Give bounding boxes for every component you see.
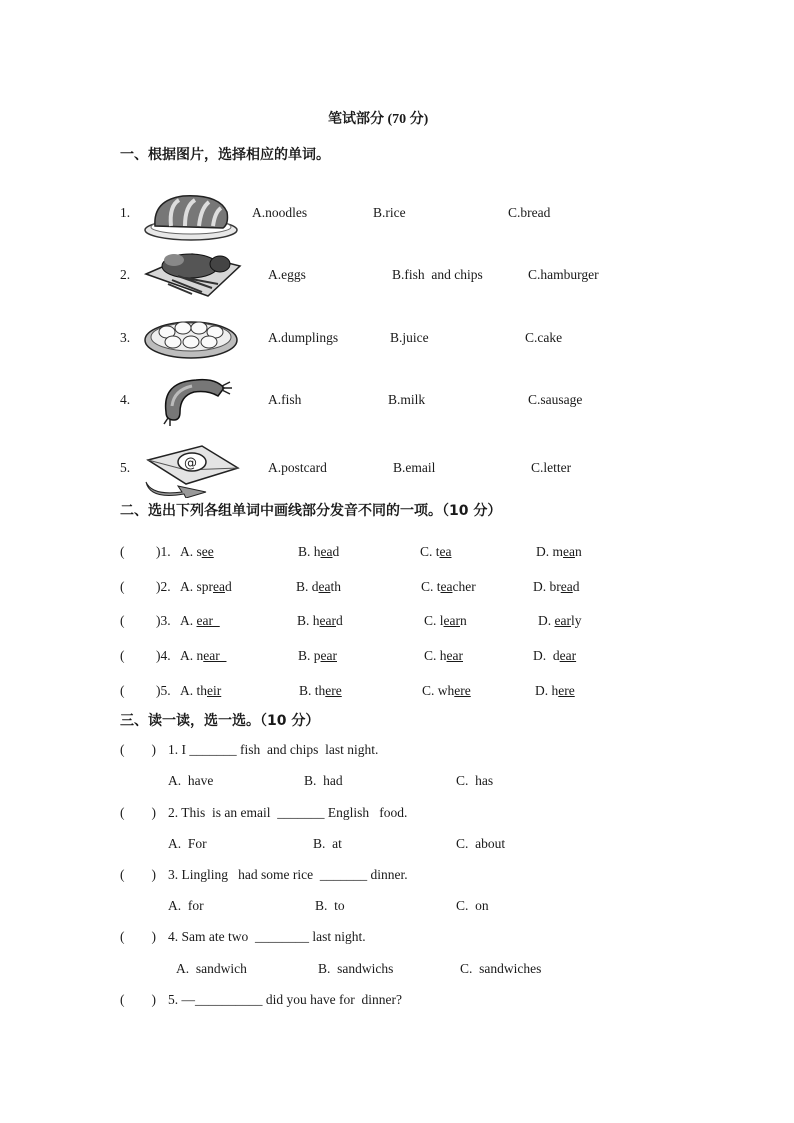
q5-option-c: C.letter <box>531 460 572 475</box>
s3-q2-option-b: B. at <box>313 836 342 851</box>
s3-q2-option-c: C. about <box>456 836 506 851</box>
s3-q1-option-c: C. has <box>456 773 494 788</box>
s3-q1-option-b: B. had <box>304 773 343 788</box>
s3-q3-paren: ( ) <box>120 867 156 882</box>
s3-q1-stem: 1. I _______ fish and chips last night. <box>168 742 379 757</box>
s2-row1-option-a: A. see <box>180 544 214 559</box>
q1-option-b: B.rice <box>373 205 406 220</box>
s2-row1-number: )1. <box>156 544 171 559</box>
q3-option-c: C.cake <box>525 330 563 345</box>
s2-row1-paren: ( <box>120 544 125 559</box>
s2-row1-option-d: D. mean <box>536 544 582 559</box>
q1-option-c: C.bread <box>508 205 551 220</box>
s2-row2-option-c: C. teacher <box>421 579 476 594</box>
s2-row4-number: )4. <box>156 648 171 663</box>
s3-q1-paren: ( ) <box>120 742 156 757</box>
fish-and-chips-icon <box>142 244 242 300</box>
q1-number: 1. <box>120 205 131 220</box>
section3-heading: 三、读一读，选一选。（10 分） <box>120 713 320 729</box>
s3-q4-option-b: B. sandwichs <box>318 961 394 976</box>
s2-row5-number: )5. <box>156 683 171 698</box>
s2-row1-option-c: C. tea <box>420 544 452 559</box>
q2-number: 2. <box>120 267 131 282</box>
s2-row1-option-b: B. head <box>298 544 340 559</box>
s2-row2-number: )2. <box>156 579 171 594</box>
s3-q5-paren: ( ) <box>120 992 156 1007</box>
q2-option-b: B.fish and chips <box>392 267 483 282</box>
s2-row5-option-c: C. where <box>422 683 471 698</box>
section1-heading: 一、根据图片，选择相应的单词。 <box>120 147 330 163</box>
s2-row3-option-a: A. ear <box>180 613 220 628</box>
s3-q4-option-c: C. sandwiches <box>460 961 542 976</box>
s3-q3-option-a: A. for <box>168 898 204 913</box>
q4-option-c: C.sausage <box>528 392 583 407</box>
s3-q1-option-a: A. have <box>168 773 214 788</box>
s3-q4-option-a: A. sandwich <box>176 961 247 976</box>
q3-option-a: A.dumplings <box>268 330 339 345</box>
q4-option-b: B.milk <box>388 392 426 407</box>
s3-q2-option-a: A. For <box>168 836 207 851</box>
q1-option-a: A.noodles <box>252 205 308 220</box>
svg-text:@: @ <box>184 456 197 471</box>
s2-row5-option-a: A. their <box>180 683 222 698</box>
s2-row3-option-b: B. heard <box>297 613 343 628</box>
s2-row2-option-a: A. spread <box>180 579 232 594</box>
q5-option-a: A.postcard <box>268 460 327 475</box>
s3-q4-stem: 4. Sam ate two ________ last night. <box>168 929 366 944</box>
q4-number: 4. <box>120 392 131 407</box>
page-title: 笔试部分 (70 分) <box>328 112 429 127</box>
s2-row5-option-d: D. here <box>535 683 575 698</box>
s2-row5-paren: ( <box>120 683 125 698</box>
s3-q4-paren: ( ) <box>120 929 156 944</box>
s2-row4-option-a: A. near <box>180 648 227 663</box>
q3-number: 3. <box>120 330 131 345</box>
q3-option-b: B.juice <box>390 330 429 345</box>
section2-heading: 二、选出下列各组单词中画线部分发音不同的一项。（10 分） <box>120 503 502 519</box>
bread-icon <box>143 190 239 242</box>
s3-q3-option-c: C. on <box>456 898 489 913</box>
s3-q2-paren: ( ) <box>120 805 156 820</box>
s2-row4-option-d: D. dear <box>533 648 577 663</box>
s3-q5-stem: 5. —__________ did you have for dinner? <box>168 992 402 1007</box>
s2-row4-option-b: B. pear <box>298 648 337 663</box>
s2-row4-paren: ( <box>120 648 125 663</box>
s2-row2-option-d: D. bread <box>533 579 580 594</box>
email-icon <box>142 442 242 498</box>
s2-row3-number: )3. <box>156 613 171 628</box>
q5-option-b: B.email <box>393 460 436 475</box>
q2-option-a: A.eggs <box>268 267 306 282</box>
s3-q2-stem: 2. This is an email _______ English food. <box>168 805 408 820</box>
s2-row2-option-b: B. death <box>296 579 342 594</box>
s2-row3-option-d: D. early <box>538 613 582 628</box>
dumplings-icon <box>143 310 239 360</box>
s3-q3-option-b: B. to <box>315 898 345 913</box>
s2-row4-option-c: C. hear <box>424 648 463 663</box>
q4-option-a: A.fish <box>268 392 302 407</box>
q2-option-c: C.hamburger <box>528 267 599 282</box>
sausage-icon <box>156 372 236 426</box>
s2-row3-paren: ( <box>120 613 125 628</box>
s3-q3-stem: 3. Lingling had some rice _______ dinner. <box>168 867 408 882</box>
q5-number: 5. <box>120 460 131 475</box>
s2-row5-option-b: B. there <box>299 683 342 698</box>
s2-row3-option-c: C. learn <box>424 613 467 628</box>
s2-row2-paren: ( <box>120 579 125 594</box>
